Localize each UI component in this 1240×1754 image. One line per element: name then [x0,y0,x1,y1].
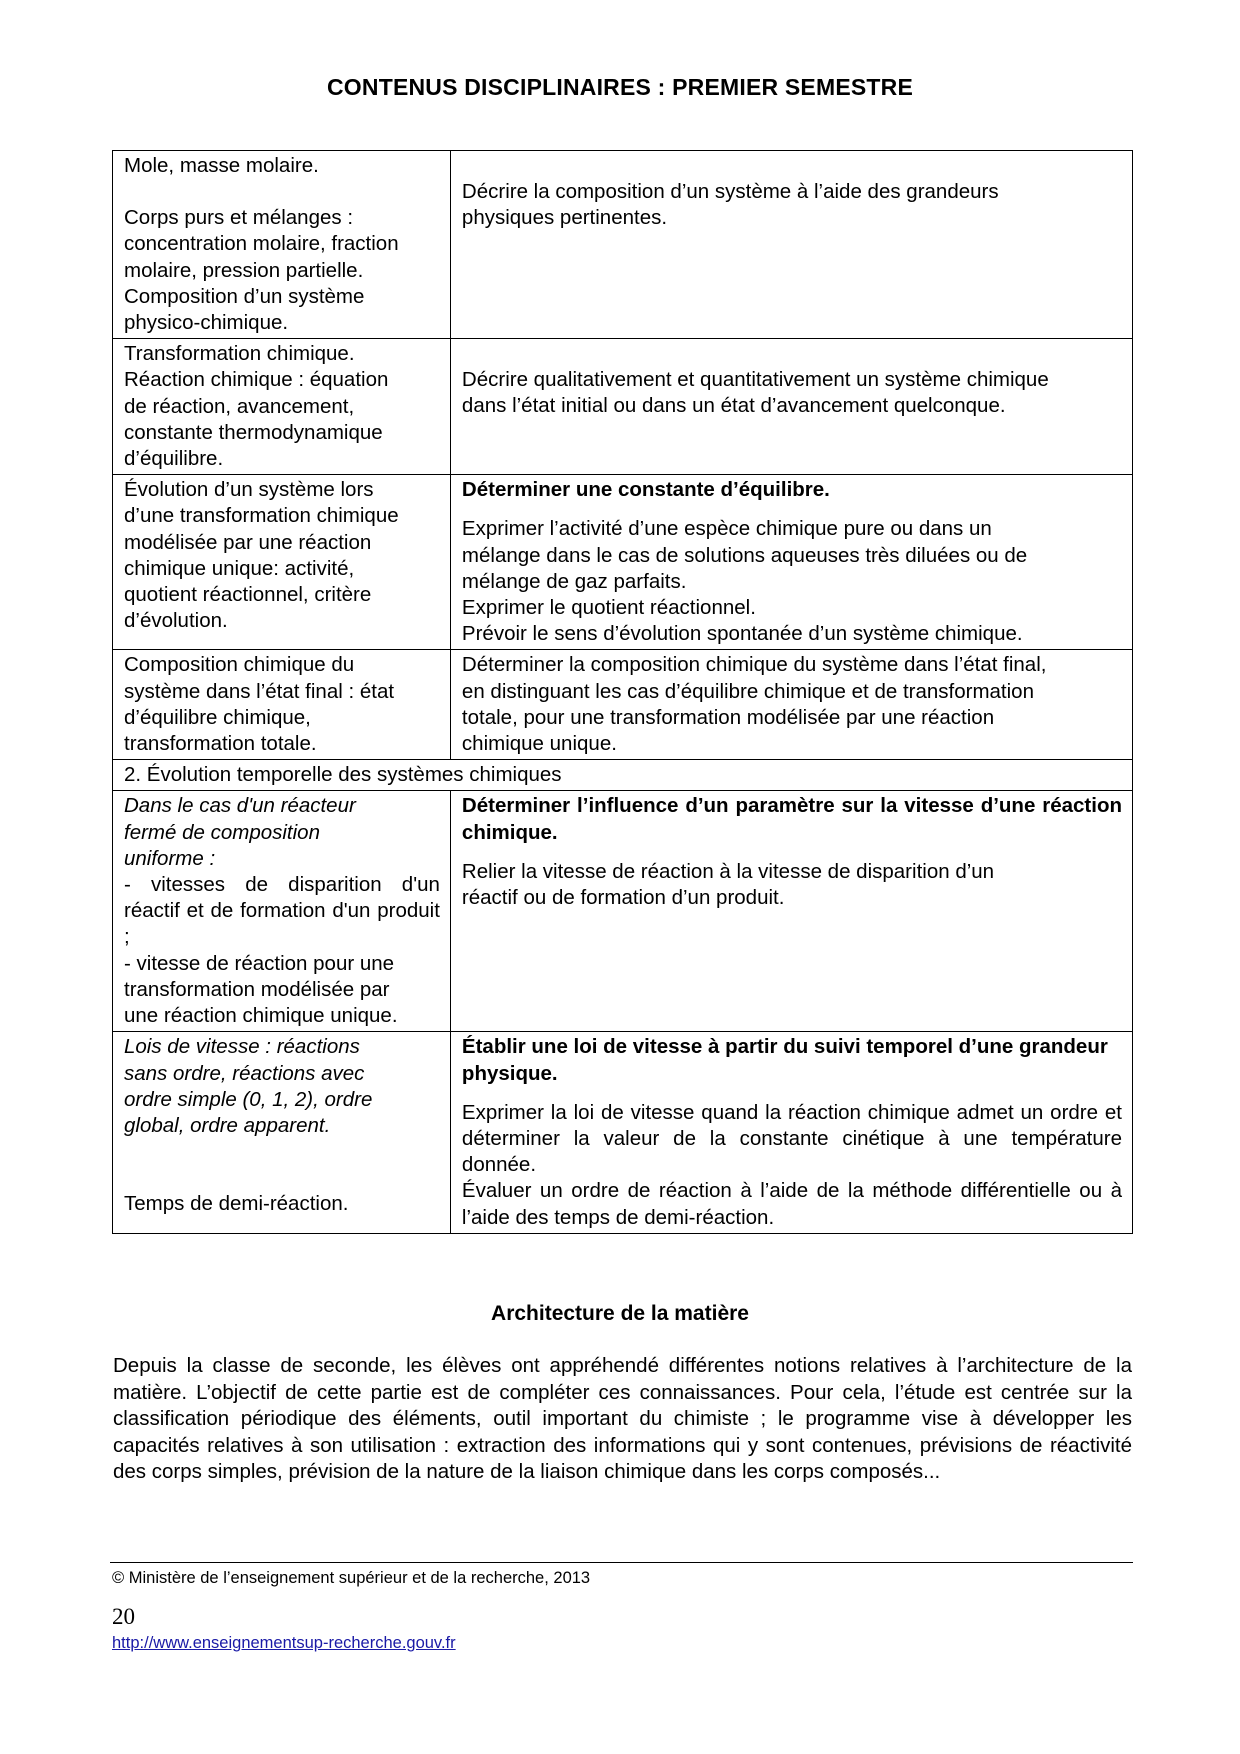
cell-line: Réaction chimique : équation [124,368,389,392]
cell-line: concentration molaire, fraction [124,232,399,256]
cell-line: Prévoir le sens d’évolution spontanée d’un système chimique. [461,622,1023,646]
cell-line: Mole, masse molaire. [124,154,319,177]
cell-line: fermé de composition [124,820,320,844]
cell-line: Déterminer la composition chimique du système dans l’état final, [461,653,1047,677]
capacities-cell [450,151,1132,339]
cell-line: modélisée par une réaction [124,530,372,554]
cell-line: totale, pour une transformation modélisée par une réaction [461,705,995,729]
notions-cell [113,475,451,650]
cell-line: d’évolution. [124,609,228,633]
cell-line: mélange dans le cas de solutions aqueuses très diluées ou de [461,543,1028,567]
cell-line: ordre simple (0, 1, 2), ordre [124,1087,373,1111]
cell-line: d’équilibre. [124,447,224,471]
capacities-cell [450,650,1132,760]
cell-line: transformation totale. [124,732,317,756]
cell-line: global, ordre apparent. [124,1113,331,1137]
page-number: 20 [112,1604,135,1629]
cell-line: Lois de vitesse : réactions [124,1035,360,1059]
cell-line: Évolution d’un système lors [124,478,374,502]
cell-line: d’une transformation chimique [124,504,399,528]
cell-line: Composition d’un système [124,284,365,308]
cell-line: uniforme : [124,846,216,870]
cell-line: chimique unique: activité, [124,556,355,580]
cell-line: une réaction chimique unique. [124,1004,398,1028]
cell-line: Relier la vitesse de réaction à la vitesse de disparition d’un [461,859,995,883]
table-row [113,475,1133,650]
notions-cell [113,151,451,339]
notions-cell [113,339,451,475]
cell-line: chimique unique. [461,732,617,756]
cell-line: Corps purs et mélanges : [124,206,354,230]
cell-line: en distinguant les cas d’équilibre chimique et de transformation [461,679,1034,703]
program-table [112,150,1133,1234]
cell-line: transformation modélisée par [124,977,390,1001]
capacity-heading: Établir une loi de vitesse à partir du suivi temporel d’une grandeur physique. [461,1035,1108,1085]
cell-line: Dans le cas d'un réacteur [124,794,356,818]
page-title: CONTENUS DISCIPLINAIRES : PREMIER SEMESTRE [326,74,914,100]
copyright-notice: © Ministère de l’enseignement supérieur et de la recherche, 2013 [112,1569,591,1587]
cell-line: système dans l’état final : état [124,679,395,703]
section-paragraph: Depuis la classe de seconde, les élèves ont appréhendé différentes notions relatives à l’architecture de la matière. L’objectif de cette partie est de compléter ces connaissances. Pour cela, l’étude est centrée sur la classification périodique des éléments, outil important du chimiste ; le programme vise à développer les capacités relatives à son utilisation : extraction des informations qui y sont contenues, prévisions de réactivité des corps simples, prévision de la nature de la liaison chimique dans les corps composés... [113,1354,1132,1483]
cell-line: Décrire la composition d’un système à l’aide des grandeurs [461,180,999,203]
cell-line: réactif ou de formation d’un produit. [461,886,785,910]
cell-line: d’équilibre chimique, [124,705,311,729]
notions-cell [113,1032,451,1233]
cell-line: de réaction, avancement, [124,394,355,418]
capacity-heading: Déterminer l’influence d’un paramètre sur la vitesse d’une réaction chimique. [461,794,1122,844]
cell-line: Décrire qualitativement et quantitativement un système chimique [461,368,1049,392]
cell-line: quotient réactionnel, critère [124,583,372,607]
footer-divider [110,1562,1133,1563]
table-row [113,760,1133,791]
capacities-cell [450,791,1132,1032]
notions-cell [113,791,451,1032]
cell-line: - vitesse de réaction pour une [124,951,395,975]
cell-line: mélange de gaz parfaits. [461,569,687,593]
cell-line: - vitesses de disparition d'un réactif et de formation d'un produit ; [124,873,440,949]
cell-line: Transformation chimique. [124,342,355,366]
cell-line: Exprimer l’activité d’une espèce chimique pure ou dans un [461,517,992,541]
cell-line: physico-chimique. [124,311,289,335]
capacities-cell [450,1032,1132,1233]
website-link[interactable]: http://www.enseignementsup-recherche.gouv.fr [112,1634,456,1652]
cell-line: Temps de demi-réaction. [124,1192,349,1216]
table-row [113,791,1133,1032]
section-heading-cell: 2. Évolution temporelle des systèmes chimiques [113,760,1133,791]
cell-line: molaire, pression partielle. [124,258,364,282]
cell-line: sans ordre, réactions avec [124,1061,365,1085]
cell-line: dans l’état initial ou dans un état d’avancement quelconque. [461,394,1006,418]
table-row [113,1032,1133,1233]
table-row [113,339,1133,475]
cell-line: Évaluer un ordre de réaction à l’aide de la méthode différentielle ou à l’aide des temps de demi-réaction. [461,1179,1122,1229]
cell-line: Composition chimique du [124,653,355,677]
table-row [113,650,1133,760]
capacities-cell [450,475,1132,650]
table-row [113,151,1133,339]
cell-line: Exprimer la loi de vitesse quand la réaction chimique admet un ordre et déterminer la valeur de la constante cinétique à une température donnée. [461,1100,1122,1177]
capacity-heading: Déterminer une constante d’équilibre. [461,478,830,502]
cell-line: physiques pertinentes. [461,206,668,230]
cell-line: constante thermodynamique [124,420,383,444]
capacities-cell [450,339,1132,475]
notions-cell [113,650,451,760]
cell-line: Exprimer le quotient réactionnel. [461,596,756,620]
section-title: Architecture de la matière [491,1302,749,1325]
